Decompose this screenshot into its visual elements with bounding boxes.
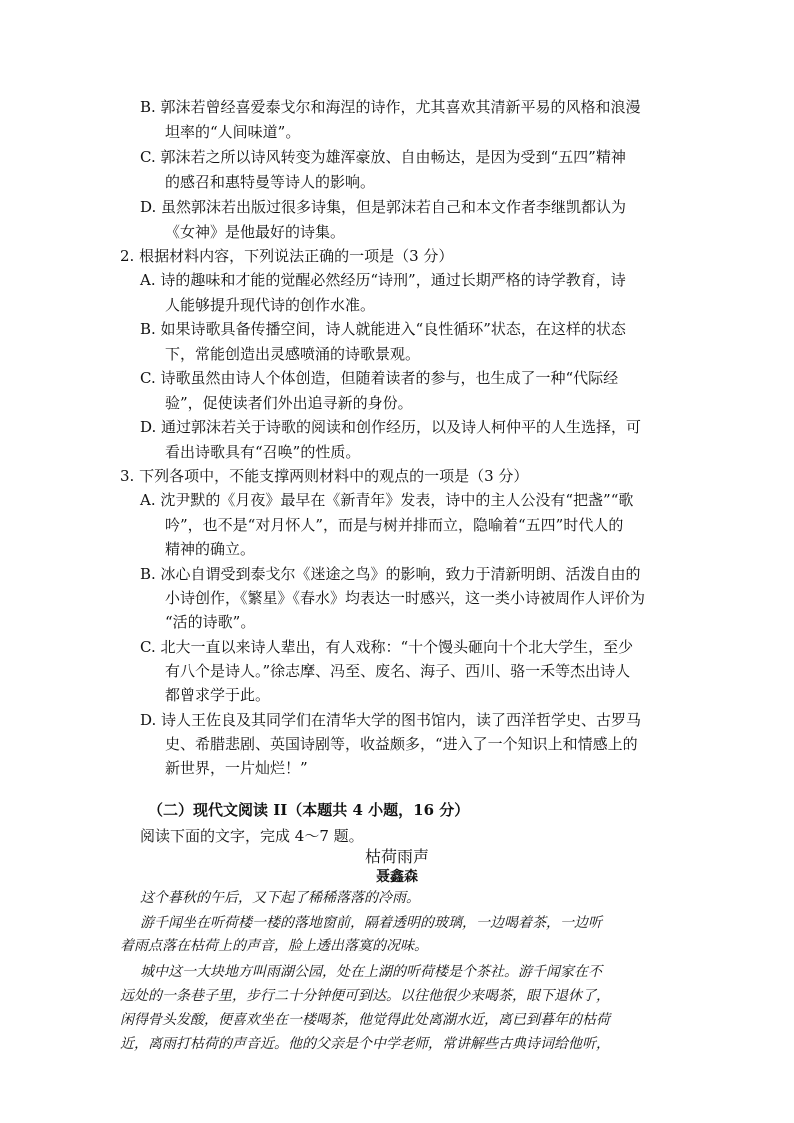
q2-option-b: B. 如果诗歌具备传播空间，诗人就能进入“良性循环”状态，在这样的状态 (140, 320, 626, 338)
q3-option-b-cont2: “活的诗歌”。 (165, 613, 256, 631)
q3-option-d-cont1: 史、希腊悲剧、英国诗剧等，收益颇多，“进入了一个知识上和情感上的 (165, 735, 638, 753)
q3-option-c-cont2: 都曾求学于此。 (165, 686, 271, 704)
q3-option-a-cont1: 吟”，也不是“对月怀人”，而是与树并排而立，隐喻着“五四”时代人的 (165, 516, 624, 534)
story-line-2: 游千闻坐在听荷楼一楼的落地窗前，隔着透明的玻璃，一边喝着茶，一边听 (140, 915, 602, 931)
q3-option-d: D. 诗人王佐良及其同学们在清华大学的图书馆内，读了西洋哲学史、古罗马 (140, 711, 642, 729)
story-author: 聂鑫森 (376, 869, 418, 885)
section-instruction: 阅读下面的文字，完成 4～7 题。 (140, 827, 364, 845)
story-line-1: 这个暮秋的午后，又下起了稀稀落落的冷雨。 (140, 890, 420, 906)
q2-stem: 2. 根据材料内容，下列说法正确的一项是（3 分） (120, 247, 454, 265)
story-line-3: 着雨点落在枯荷上的声音，脸上透出落寞的况味。 (120, 938, 428, 954)
q1-option-d: D. 虽然郭沫若出版过很多诗集，但是郭沫若自己和本文作者李继凯都认为 (140, 198, 627, 216)
q2-option-a-cont: 人能够提升现代诗的创作水准。 (165, 296, 376, 314)
q2-option-c-cont: 验”，促使读者们外出追寻新的身份。 (165, 394, 413, 412)
story-title: 枯荷雨声 (364, 847, 429, 866)
q2-option-c: C. 诗歌虽然由诗人个体创造，但随着读者的参与，也生成了一种“代际经 (140, 369, 619, 387)
q2-option-a: A. 诗的趣味和才能的觉醒必然经历“诗刑”，通过长期严格的诗学教育，诗 (140, 271, 626, 289)
q2-option-d-cont: 看出诗歌具有“召唤”的性质。 (165, 443, 361, 461)
q1-option-c: C. 郭沫若之所以诗风转变为雄浑豪放、自由畅达，是因为受到“五四”精神 (140, 148, 626, 166)
q3-option-a-cont2: 精神的确立。 (165, 540, 256, 558)
q1-option-b: B. 郭沫若曾经喜爱泰戈尔和海涅的诗作，尤其喜欢其清新平易的风格和浪漫 (140, 98, 641, 116)
q3-option-d-cont2: 新世界，一片灿烂！” (165, 759, 308, 777)
q3-option-c-cont1: 有八个是诗人。”徐志摩、冯至、废名、海子、西川、骆一禾等杰出诗人 (165, 662, 631, 680)
q3-option-a: A. 沈尹默的《月夜》最早在《新青年》发表，诗中的主人公没有“把盏”“歌 (140, 491, 634, 509)
q3-option-c: C. 北大一直以来诗人辈出，有人戏称：“十个馒头砸向十个北大学生，至少 (140, 638, 634, 656)
q1-option-c-cont: 的感召和惠特曼等诗人的影响。 (165, 173, 376, 191)
q2-option-b-cont: 下，常能创造出灵感喷涌的诗歌景观。 (165, 345, 421, 363)
q3-option-b: B. 冰心自谓受到泰戈尔《迷途之鸟》的影响，致力于清新明朗、活泼自由的 (140, 565, 641, 583)
q3-option-b-cont1: 小诗创作，《繁星》《春水》均表达一时感兴，这一类小诗被周作人评价为 (165, 589, 646, 607)
story-line-5: 远处的一条巷子里，步行二十分钟便可到达。以往他很少来喝茶，眼下退休了， (120, 988, 610, 1004)
q3-stem: 3. 下列各项中，不能支撑两则材料中的观点的一项是（3 分） (120, 467, 529, 485)
q1-option-d-cont: 《女神》是他最好的诗集。 (165, 223, 346, 241)
story-line-6: 闲得骨头发酸，便喜欢坐在一楼喝茶，他觉得此处离湖水近，离已到暮年的枯荷 (120, 1012, 610, 1028)
section-title: （二）现代文阅读 II（本题共 4 小题，16 分） (148, 801, 470, 819)
story-line-4: 城中这一大块地方叫雨湖公园，处在上湖的听荷楼是个茶社。游千闻家在不 (140, 964, 602, 980)
q1-option-b-cont: 坦率的“人间味道”。 (165, 123, 301, 141)
q2-option-d: D. 通过郭沫若关于诗歌的阅读和创作经历，以及诗人柯仲平的人生选择，可 (140, 418, 642, 436)
story-line-7: 近，离雨打枯荷的声音近。他的父亲是个中学老师，常讲解些古典诗词给他听， (120, 1036, 610, 1052)
